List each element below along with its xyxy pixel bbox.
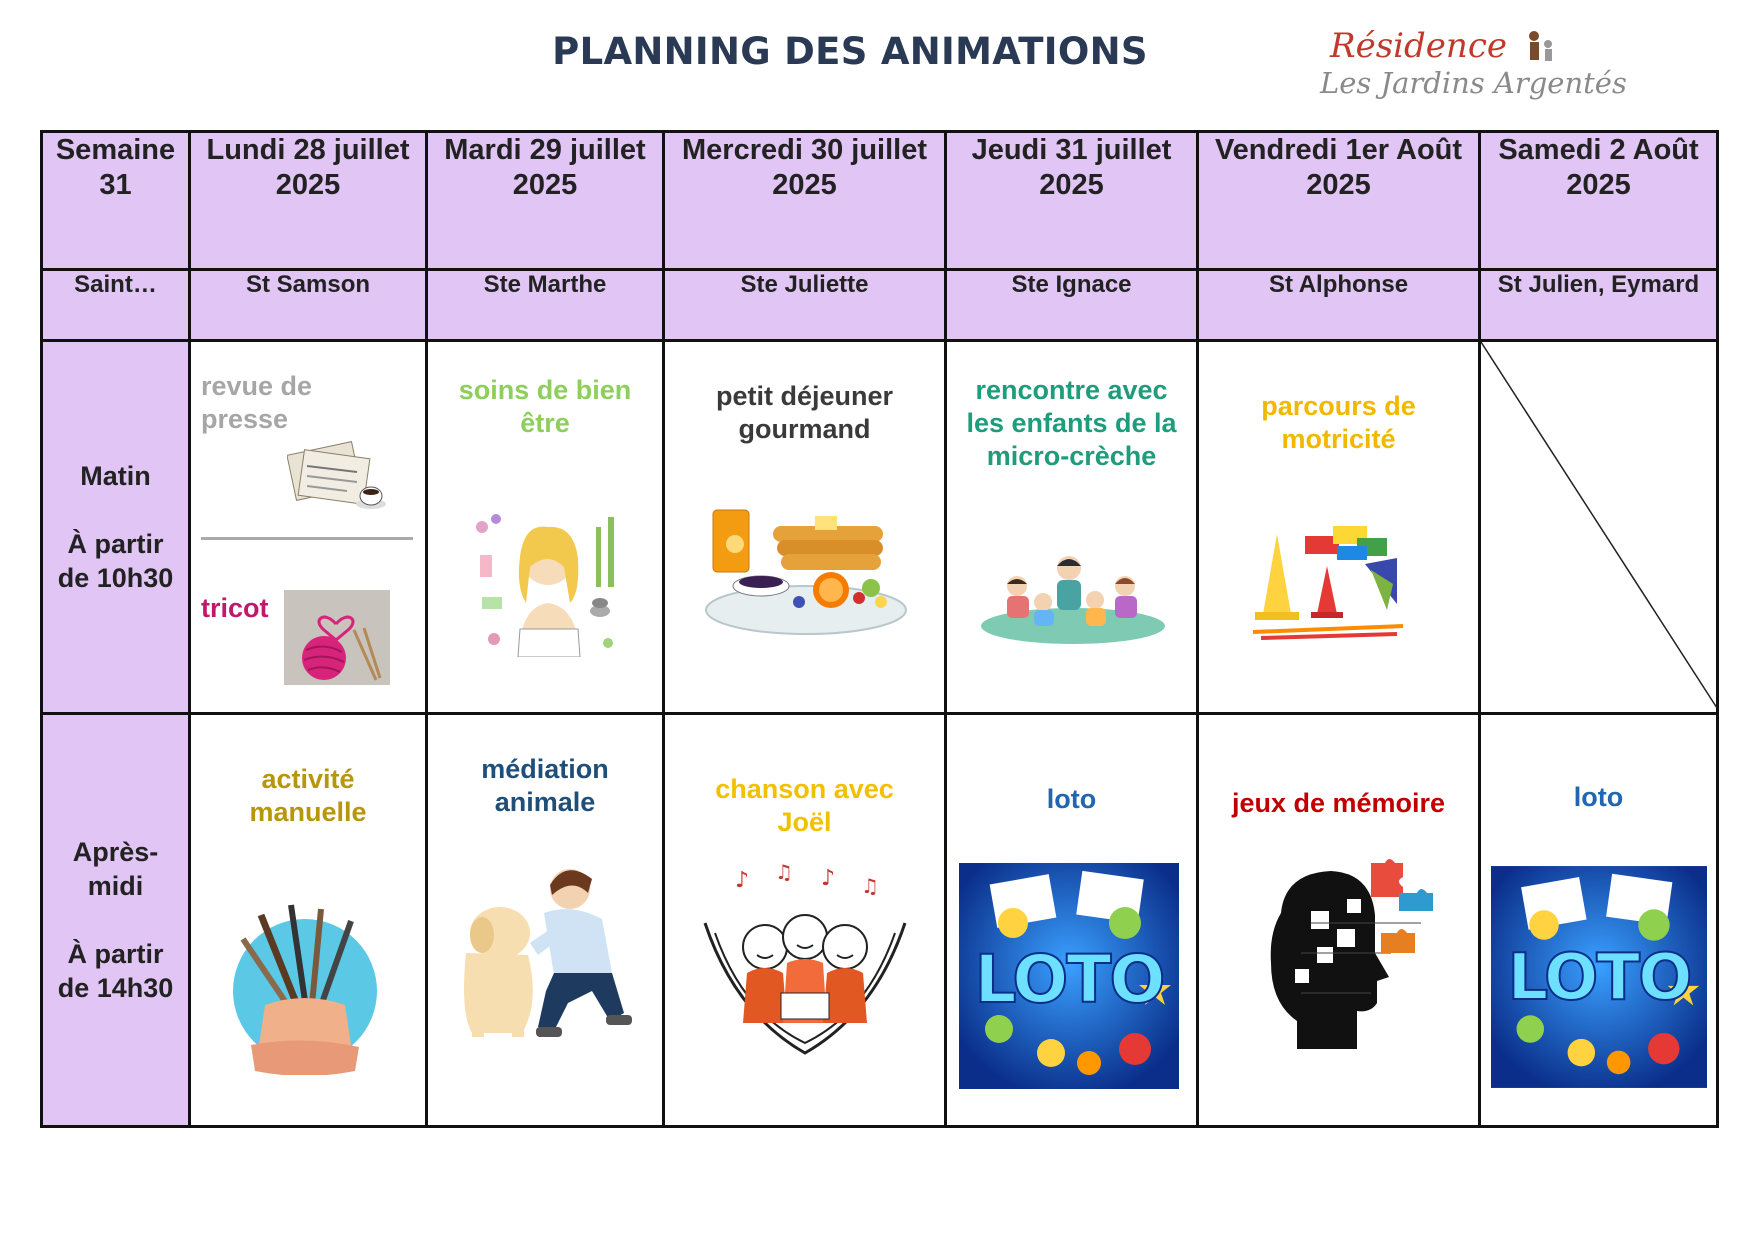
saint-tuesday: Ste Marthe [427,270,664,341]
logo-residence-text: Résidence [1330,26,1507,66]
afternoon-friday [1198,714,1480,1127]
morning-monday [190,341,427,714]
week-header: Semaine 31 [42,132,190,270]
morning-friday [1198,341,1480,714]
morning-thursday [946,341,1198,714]
paintbrushes-hands-icon [221,895,389,1075]
activity-soins-bien-etre: soins de bien être [458,375,632,438]
afternoon-thursday [946,714,1198,1127]
morning-row [42,341,1718,714]
afternoon-saturday [1480,714,1718,1127]
puzzle-head-icon [1241,853,1437,1069]
saint-monday: St Samson [190,270,427,341]
choir-music-icon [695,863,915,1073]
morning-label-cell [42,341,190,714]
morning-tuesday [427,341,664,714]
yarn-ball-icon [284,590,390,685]
svg-text:♪: ♪ [821,866,836,891]
activity-parcours-motricite: parcours de motricité [1261,391,1416,454]
children-circle-icon [975,552,1171,646]
morning-label: Matin [80,461,151,491]
afternoon-row [42,714,1718,1127]
motor-course-icon [1247,514,1407,644]
activity-chanson: chanson avec Joël [715,774,894,837]
loto-word-thursday: LOTO [974,941,1164,1018]
loto-image-saturday [1491,865,1707,1089]
morning-wednesday [664,341,946,714]
saint-wednesday: Ste Juliette [664,270,946,341]
wellness-woman-icon [468,507,628,657]
activity-tricot: tricot [201,593,269,623]
activity-loto-thursday: loto [1046,784,1097,814]
morning-time: À partir de 10h30 [57,529,174,593]
day-header-monday: Lundi 28 juillet 2025 [190,132,427,270]
activity-jeux-memoire: jeux de mémoire [1231,788,1446,818]
day-header-friday: Vendredi 1er Août 2025 [1198,132,1480,270]
afternoon-label-cell [42,714,190,1127]
empty-cell-diagonal [1481,342,1719,712]
svg-text:♫: ♫ [861,874,879,898]
saints-row [42,270,1718,341]
person-figure-icon [1520,28,1560,68]
residence-logo [1320,22,1660,112]
loto-word-saturday: LOTO [1507,941,1691,1015]
afternoon-label: Après-midi [72,837,159,901]
morning-saturday-empty [1480,341,1718,714]
activity-loto-saturday: loto [1573,782,1624,812]
day-header-thursday: Jeudi 31 juillet 2025 [946,132,1198,270]
page-title: PLANNING DES ANIMATIONS [552,30,1148,73]
logo-jardins-text: Les Jardins Argentés [1320,66,1627,100]
loto-image-thursday [959,863,1179,1089]
afternoon-wednesday [664,714,946,1127]
afternoon-tuesday [427,714,664,1127]
activity-manuelle: activité manuelle [249,764,367,827]
header-row [42,132,1718,270]
afternoon-monday [190,714,427,1127]
activity-petit-dejeuner: petit déjeuner gourmand [715,381,894,444]
day-header-tuesday: Mardi 29 juillet 2025 [427,132,664,270]
saint-thursday: Ste Ignace [946,270,1198,341]
newspaper-coffee-icon [287,434,387,516]
cell-divider [201,537,413,540]
activity-revue-de-presse: revue de presse [201,371,313,434]
planning-table [40,130,1719,1128]
dog-person-icon [442,863,652,1043]
activity-mediation-animale: médiation animale [481,754,609,817]
breakfast-icon [703,490,909,640]
day-header-wednesday: Mercredi 30 juillet 2025 [664,132,946,270]
saints-label: Saint… [42,270,190,341]
day-header-saturday: Samedi 2 Août 2025 [1480,132,1718,270]
saint-saturday: St Julien, Eymard [1480,270,1718,341]
svg-text:♫: ♫ [775,863,793,884]
afternoon-time: À partir de 14h30 [57,939,174,1003]
saint-friday: St Alphonse [1198,270,1480,341]
svg-text:♪: ♪ [735,868,750,893]
activity-rencontre-enfants: rencontre avec les enfants de la micro-crèche [966,375,1177,471]
